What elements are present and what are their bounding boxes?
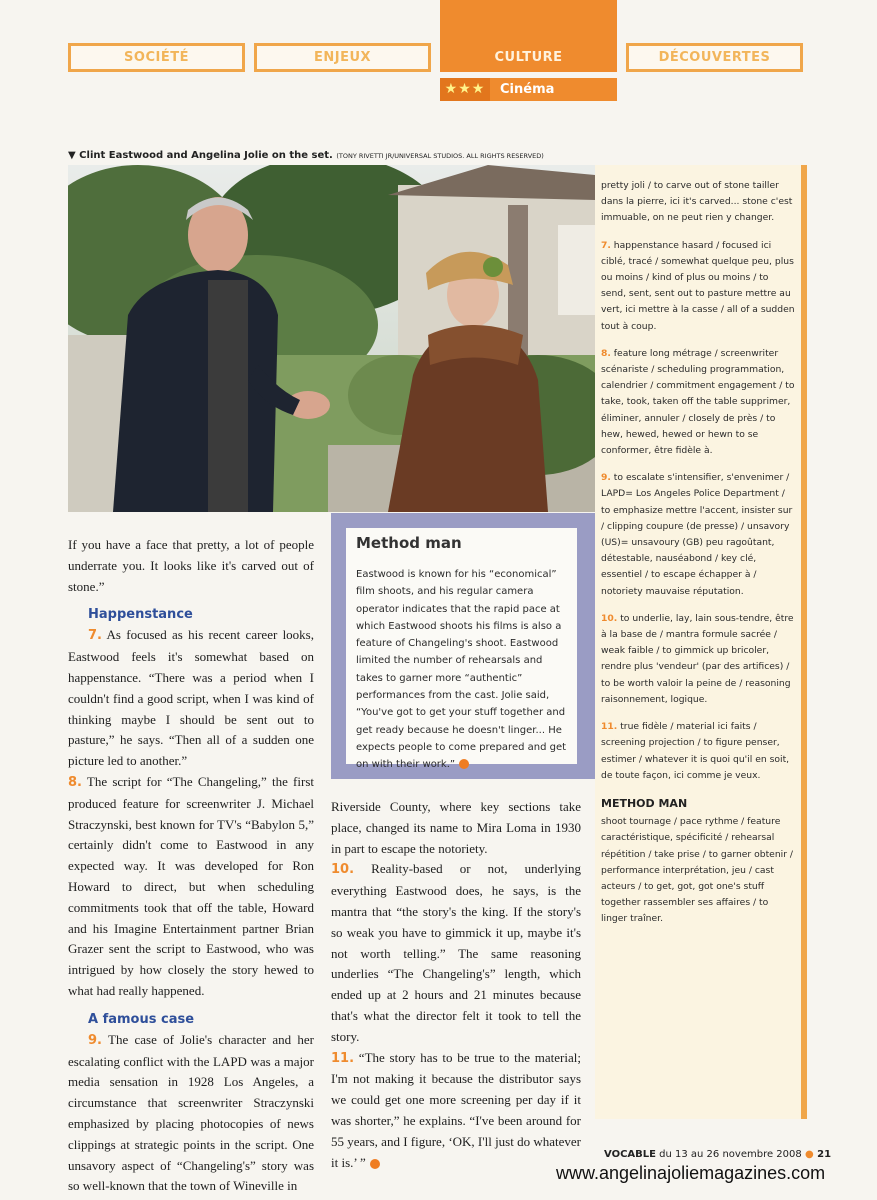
tab-culture[interactable]: CULTURE xyxy=(440,43,617,72)
glossary-method-title: METHOD MAN xyxy=(601,796,688,810)
paragraph-number: 8. xyxy=(68,774,82,790)
glossary-entry-intro: pretty joli / to carve out of stone tailler dans la pierre, ici it's carved... stone c'est immuable, on ne peut rien y changer. xyxy=(601,180,793,224)
tab-decouvertes[interactable]: DÉCOUVERTES xyxy=(626,43,803,72)
paragraph-7 xyxy=(68,625,314,772)
rubric-bar xyxy=(440,78,617,101)
magazine-name: VOCABLE xyxy=(604,1149,656,1160)
paragraph-number: 10. xyxy=(331,862,355,878)
paragraph-11 xyxy=(331,1048,581,1174)
glossary-entry-method: shoot tournage / pace rythme / feature caractéristique, spécificité / rehearsal répétition / take prise / to garner obtenir / performance interprétation, jeu / cast acteurs / to get, got, got one's stuff together rassembler ses affaires / to linger traîner. xyxy=(601,816,794,925)
tab-societe[interactable]: SOCIÉTÉ xyxy=(68,43,245,72)
set-photo xyxy=(68,165,595,512)
sidebar-title: Method man xyxy=(356,534,462,552)
article-column-left xyxy=(68,535,314,1197)
photo-caption xyxy=(68,150,544,161)
paragraph-8 xyxy=(68,772,314,1002)
paragraph-text: The case of Jolie's character and her escalating conflict with the LAPD was a major media sensation in 1928 Los Angeles, a circumstance that screenwriter Straczynski emphasized by placing photocopies of news clippings at strategic points in the script. One unsavory aspect of “Changeling's” story was so well-known that the town of Wineville in xyxy=(68,1031,314,1194)
end-mark-icon xyxy=(459,759,469,769)
glossary-entry-9: 9. to escalate s'intensifier, s'envenimer / LAPD= Los Angeles Police Department / to emphasize mettre l'accent, insister sur / clipping coupure (de presse) / unsavory (US)= unsavoury (GB) peu ragoûtant, détestable, nauséabond / key clé, essentiel / to escape échapper à / notoriety mauvaise réputation. xyxy=(601,472,793,597)
tab-enjeux[interactable]: ENJEUX xyxy=(254,43,431,72)
paragraph-number: 9. xyxy=(88,1032,102,1048)
rubric-label: Cinéma xyxy=(500,82,555,97)
set-photo-illustration xyxy=(68,165,595,512)
paragraph-10 xyxy=(331,859,581,1047)
page-footer xyxy=(604,1149,831,1160)
glossary-entry-10: 10. to underlie, lay, lain sous-tendre, être à la base de / mantra formule sacrée / weak faible / to gimmick up bricoler, rendre plus 'vendeur' (par des artifices) / to be worth valoir la peine de / reasoning raisonnement, logique. xyxy=(601,612,794,705)
bullet-icon: ● xyxy=(804,1149,814,1160)
paragraph-text: The script for “The Changeling,” the first produced feature for screenwriter J. Michael Straczynski, best known for TV's “Babylon 5,” certainly didn't come to Eastwood in any expected way. It was developed for Ron Howard to direct, but when scheduling commitments took that off the table, Howard and his Imagine Entertainment partner Brian Grazer sent the script to Eastwood, who was intrigued by how closely the story hewed to what had really happened. xyxy=(68,773,314,998)
paragraph-text: As focused as his recent career looks, Eastwood feels it's somewhat based on happenstance. “There was a period when I couldn't find a good script, when I was kind of thinking maybe I should be sent out to pasture,” he says. “Then all of a sudden one picture led to another.” xyxy=(68,627,314,769)
rubric-stars: ★★★ xyxy=(440,78,490,101)
article-column-middle xyxy=(331,797,581,1173)
glossary-accent-bar xyxy=(801,165,807,1119)
watermark: www.angelinajoliemagazines.com xyxy=(556,1163,826,1183)
photo-credit: (TONY RIVETTI JR/UNIVERSAL STUDIOS. ALL RIGHTS RESERVED) xyxy=(336,152,544,160)
paragraph-text: “The story has to be true to the material; I'm not making it because the distributor says we could get one more screening per day if it was shorter,” he explains. “I've been around for 55 years, and I figure, ‘OK, I'll just do whatever it is.’ ” xyxy=(331,1049,581,1170)
paragraph-text: Reality-based or not, underlying everything Eastwood does, he says, is the mantra that “the story's the king. If the story's so weak you have to gimmick it up, maybe it's not worth telling.” The same reasoning underlies “The Changeling's” length, which ended up at 2 hours and 21 minutes because that's what the director felt it took to tell the story. xyxy=(331,861,581,1044)
subhead-famous-case: A famous case xyxy=(88,1011,195,1027)
article-intro: If you have a face that pretty, a lot of people underrate you. It looks like it's carved out of stone.” xyxy=(68,537,314,594)
caption-text: ▼ Clint Eastwood and Angelina Jolie on the set. xyxy=(68,150,333,161)
sidebar-text: Eastwood is known for his “economical” film shoots, and his regular camera operator indicates that the rapid pace at which Eastwood shoots his films is also a feature of Changeling's shoot. Eastwood limited the number of rehearsals and takes to garner more “authentic” performances from the cast. Jolie said, “You've got to get your stuff together and get ready because he doesn't linger... He expects people to come prepared and get on with their work.” xyxy=(356,569,567,771)
glossary-panel xyxy=(595,165,801,1119)
glossary-entry-7: 7. happenstance hasard / focused ici ciblé, tracé / somewhat quelque peu, plus ou moins / kind of plus ou moins / to send, sent, sent out to pasture mettre au vert, ici mettre à la casse / all of a sudden tout à coup. xyxy=(601,239,795,332)
paragraph-number: 11. xyxy=(331,1050,355,1066)
subhead-happenstance: Happenstance xyxy=(88,607,193,623)
sidebar-method-man xyxy=(346,528,577,771)
glossary-entry-11: 11. true fidèle / material ici faits / screening projection / to figure penser, estimer / whatever it is quoi qu'il en soit, de toute façon, ici comme je veux. xyxy=(601,721,790,781)
glossary-entry-8: 8. feature long métrage / screenwriter scénariste / scheduling programmation, calendrier / commitment engagement / to take, took, taken off the table supprimer, éliminer, annuler / closely de près / to hew, hewed, hewed or hewn to se conformer, être fidèle à. xyxy=(601,347,795,457)
end-mark-icon xyxy=(370,1159,380,1169)
paragraph-9 xyxy=(68,1030,314,1197)
issue-dates: du 13 au 26 novembre 2008 xyxy=(655,1149,805,1160)
paragraph-number: 7. xyxy=(88,628,102,644)
paragraph-9-continued: Riverside County, where key sections take place, changed its name to Mira Loma in 1930 in part to escape the notoriety. xyxy=(331,799,581,856)
page-number: 21 xyxy=(813,1149,832,1160)
